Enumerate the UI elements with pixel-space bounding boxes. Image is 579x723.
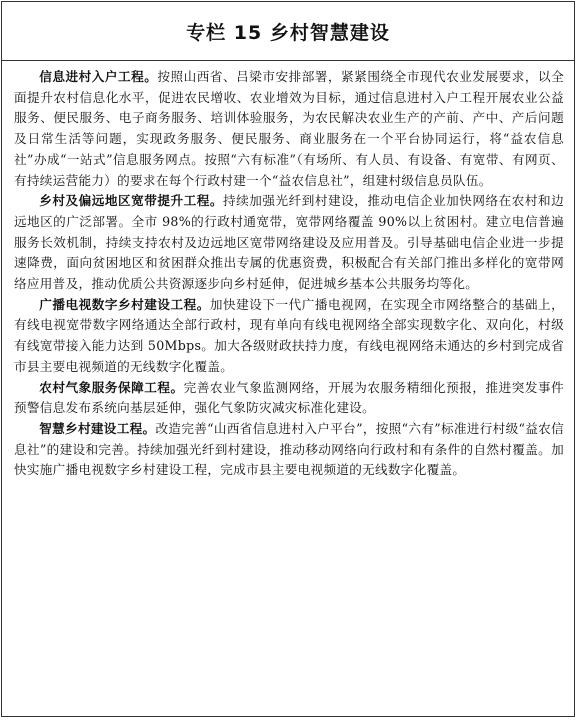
section-body: 持续加强光纤到村建设，推动电信企业加快网络在农村和边远地区的广泛部署。全市 98%的行政村通宽带，宽带网络覆盖 90%以上贫困村。建立电信普遍服务长效机制，持续支持农村及边远地区宽带网络建设及应用普及。引导基础电信企业进一步提速降费，面向贫困地区和贫困群众推出专属的优惠资费，积极配合有关部门推出多样化的宽带网络应用普及，推动优质公共资源逐步向乡村延伸，促进城乡基本公共服务均等化。 bbox=[14, 193, 564, 292]
column-box bbox=[1, 1, 575, 717]
section-paragraph bbox=[14, 419, 564, 481]
column-title: 专栏 15 乡村智慧建设 bbox=[186, 21, 390, 44]
section-heading: 广播电视数字乡村建设工程。 bbox=[39, 296, 210, 312]
section-body: 改造完善“山西省信息进村入户平台”，按照“六有”标准进行村级“益农信息社”的建设和完善。持续加强光纤到村建设，推动移动网络向行政村和有条件的自然村覆盖。加快实施广播电视数字乡村建设工程，完成市县主要电视频道的无线数字化覆盖。 bbox=[14, 420, 564, 478]
section-paragraph bbox=[14, 191, 564, 295]
section-paragraph bbox=[14, 67, 564, 191]
column-content bbox=[2, 61, 574, 481]
section-body: 完善农业气象监测网络，开展为农服务精细化预报，推进突发事件预警信息发布系统向基层延伸，强化气象防灾减灾标准化建设。 bbox=[14, 379, 564, 416]
section-body: 按照山西省、吕梁市安排部署，紧紧围绕全市现代农业发展要求，以全面提升农村信息化水平，促进农民增收、农业增效为目标，通过信息进村入户工程开展农业公益服务、便民服务、电子商务服务、培训体验服务，为农民解决农业生产的产前、产中、产后问题及日常生活等问题，实现政务服务、便民服务、商业服务在一个平台协同运行，将“益农信息社”办成“一站式”信息服务网点。按照“六有标准”（有场所、有人员、有设备、有宽带、有网页、有持续运营能力）的要求在每个行政村建一个“益农信息社”，组建村级信息员队伍。 bbox=[14, 69, 564, 188]
column-header bbox=[2, 2, 574, 61]
section-heading: 农村气象服务保障工程。 bbox=[39, 379, 184, 395]
section-heading: 智慧乡村建设工程。 bbox=[39, 420, 156, 436]
section-paragraph bbox=[14, 378, 564, 419]
section-heading: 乡村及偏远地区宽带提升工程。 bbox=[39, 193, 223, 209]
section-paragraph bbox=[14, 295, 564, 378]
section-heading: 信息进村入户工程。 bbox=[39, 69, 158, 84]
section-body: 加快建设下一代广播电视网，在实现全市网络整合的基础上，有线电视宽带数字网络通达全部行政村，现有单向有线电视网络全部实现数字化、双向化，村级有线宽带接入能力达到 50Mbps。加大各级财政扶持力度，有线电视网络未通达的乡村到完成省市县主要电视频道的无线数字化覆盖。 bbox=[14, 296, 564, 374]
